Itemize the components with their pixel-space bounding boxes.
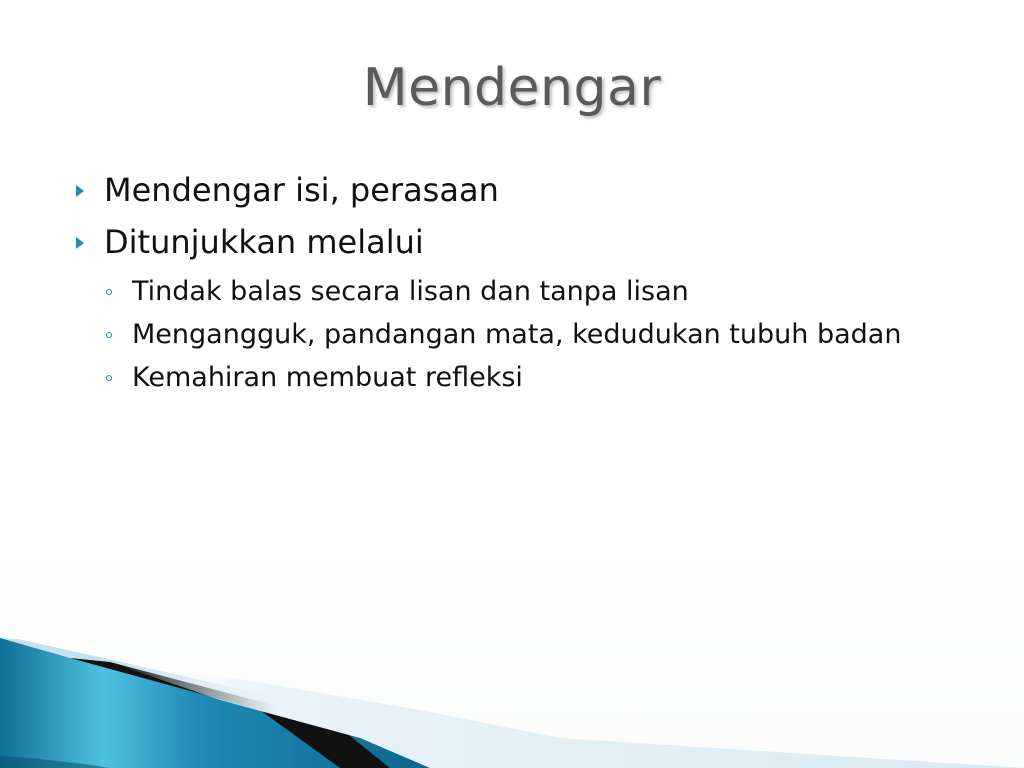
slide-content: [74, 168, 954, 401]
slide-title: Mendengar: [362, 58, 662, 118]
bullet-item-1: [74, 168, 954, 212]
bullet-text-2: Ditunjukkan melalui: [104, 223, 424, 261]
sub-bullet-list: [74, 272, 954, 398]
ring-bullet-icon: [106, 332, 112, 338]
sub-bullet-text-1: Tindak balas secara lisan dan tanpa lisan: [132, 276, 689, 307]
triangle-right-icon: [76, 185, 84, 197]
decorative-wave-icon: [0, 638, 1024, 768]
sub-bullet-item-1: [74, 272, 954, 312]
ring-bullet-icon: [106, 375, 112, 381]
ring-bullet-icon: [106, 289, 112, 295]
bullet-item-2: [74, 220, 954, 264]
triangle-right-icon: [76, 237, 84, 249]
sub-bullet-item-2: [74, 315, 954, 355]
sub-bullet-text-3: Kemahiran membuat refleksi: [132, 362, 523, 393]
sub-bullet-text-2: Mengangguk, pandangan mata, kedudukan tubuh badan: [132, 319, 902, 350]
bullet-text-1: Mendengar isi, perasaan: [104, 171, 499, 209]
sub-bullet-item-3: [74, 358, 954, 398]
